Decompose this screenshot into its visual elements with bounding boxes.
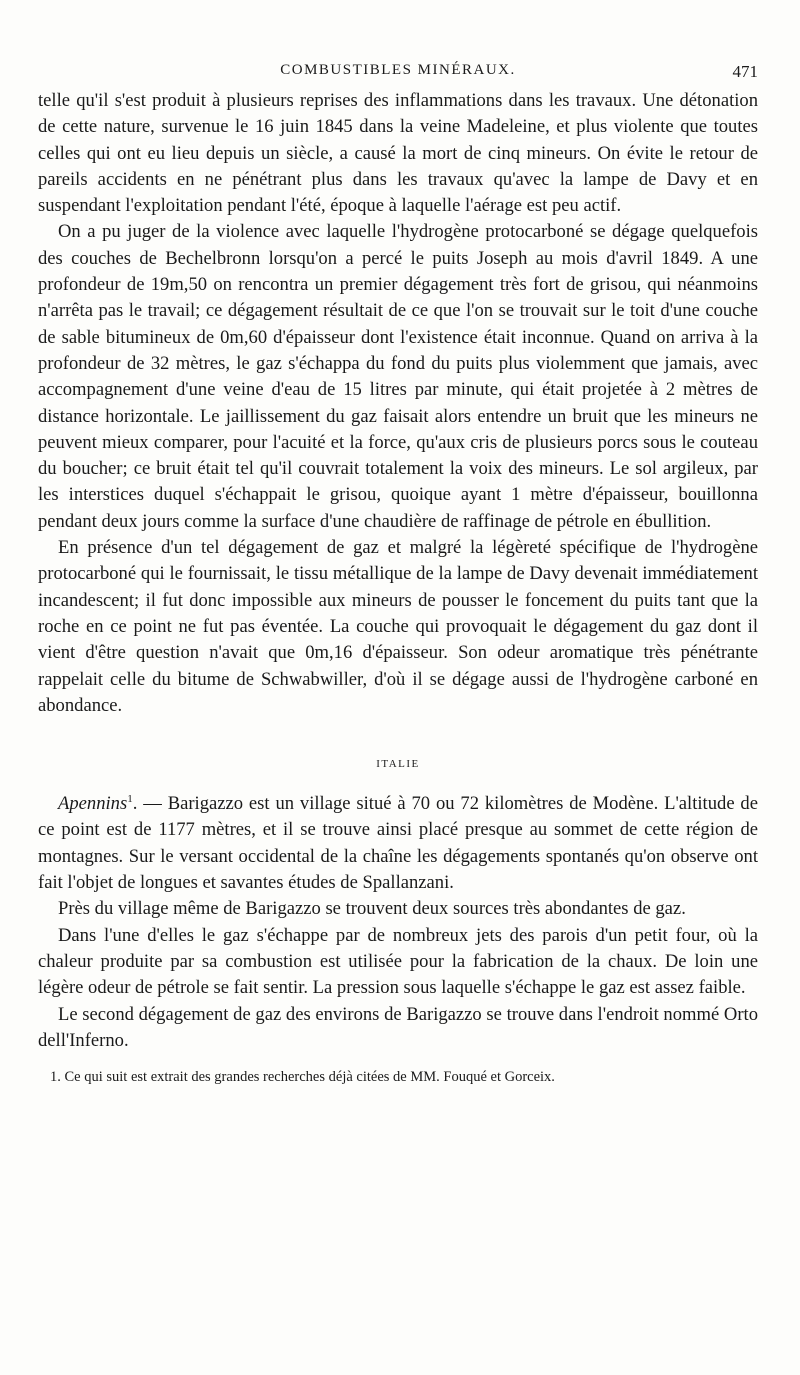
footnote-marker: 1 [127,792,133,805]
paragraph: On a pu juger de la violence avec laquelle l'hydrogène protocarboné se dégage quelquefois des couches de Bechelbronn lorsqu'on a percé le puits Joseph au mois d'avril 1849. A une profondeur de 19m,50 on rencontra un premier dégagement très fort de grisou, qui néanmoins n'arrêta pas le travail; ce dégagement résultait de ce que l'on se trouvait sur le toit d'une couche de sable bitumineux de 0m,60 d'épaisseur dont l'existence était inconnue. Quand on arriva à la profondeur de 32 mètres, le gaz s'échappa du fond du puits plus violemment que jamais, avec accompagnement d'une veine d'eau de 15 litres par minute, qui était projetée à 2 mètres de distance horizontale. Le jaillissement du gaz faisait alors entendre un bruit que les mineurs ne peuvent mieux comparer, pour l'acuité et la force, qu'aux cris de plusieurs porcs sous le couteau du boucher; ce bruit était tel qu'il couvrait totalement la voix des mineurs. Le sol argileux, par les interstices duquel s'échappait le grisou, quoique ayant 1 mètre d'épaisseur, bouillonna pendant deux jours comme la surface d'une chaudière de raffinage de pétrole en ébullition. [38,221,758,532]
paragraph: Dans l'une d'elles le gaz s'échappe par de nombreux jets des parois d'un petit four, où la chaleur produite par sa combustion est utilisée pour la fabrication de la chaux. De loin une légère odeur de pétrole se fait sentir. La pression sous laquelle s'échappe le gaz est assez faible. [38,924,758,999]
paragraph: telle qu'il s'est produit à plusieurs reprises des inflammations dans les travaux. Une détonation de cette nature, survenue le 16 juin 1845 dans la veine Madeleine, et plus violente que toutes celles qui ont eu lieu depuis un siècle, a causé la mort de cinq mineurs. On évite le retour de pareils accidents en ne pénétrant plus dans les travaux qu'avec la lampe de Davy et en suspendant l'exploitation pendant l'été, époque à laquelle l'aérage est peu actif. [38,90,758,217]
running-title: COMBUSTIBLES MINÉRAUX. [280,62,516,78]
paragraph: En présence d'un tel dégagement de gaz et malgré la légèreté spécifique de l'hydrogène protocarboné qui le fournissait, le tissu métallique de la lampe de Davy devenait immédiatement incandescent; il fut donc impossible aux mineurs de pousser le foncement du puits tant que la roche en ce point ne fut pas éventée. La couche qui provoquait le dégagement du gaz dont il vient d'être question n'avait que 0m,16 d'épaisseur. Son odeur aromatique très pénétrante rappelait celle du bitume de Schwabwiller, d'où il se dégage aussi de l'hydrogène carboné en abondance. [38,537,758,716]
section-lead-paragraph [38,791,758,896]
lead-text: Barigazzo est un village situé à 70 ou 72 kilomètres de Modène. L'altitude de ce point est de 1177 mètres, et il se trouve ainsi placé presque au sommet de cette région de montagnes. Sur le versant occidental de la chaîne les dégagements spontanés qu'on observe ont fait l'objet de longues et savantes études de Spallanzani. [38,793,758,894]
running-head [38,62,758,86]
footnote: 1. Ce qui suit est extrait des grandes recherches déjà citées de MM. Fouqué et Gorceix. [50,1069,555,1086]
lead-dash: . — [132,793,168,815]
page-number: 471 [732,62,758,81]
paragraph: Près du village même de Barigazzo se trouvent deux sources très abondantes de gaz. [58,898,686,920]
section-heading: ITALIE [376,758,420,771]
paragraph: Le second dégagement de gaz des environs de Barigazzo se trouve dans l'endroit nommé Orto dell'Inferno. [38,1003,758,1051]
page-body [38,88,758,1086]
section-lead-title: Apennins [58,793,128,815]
